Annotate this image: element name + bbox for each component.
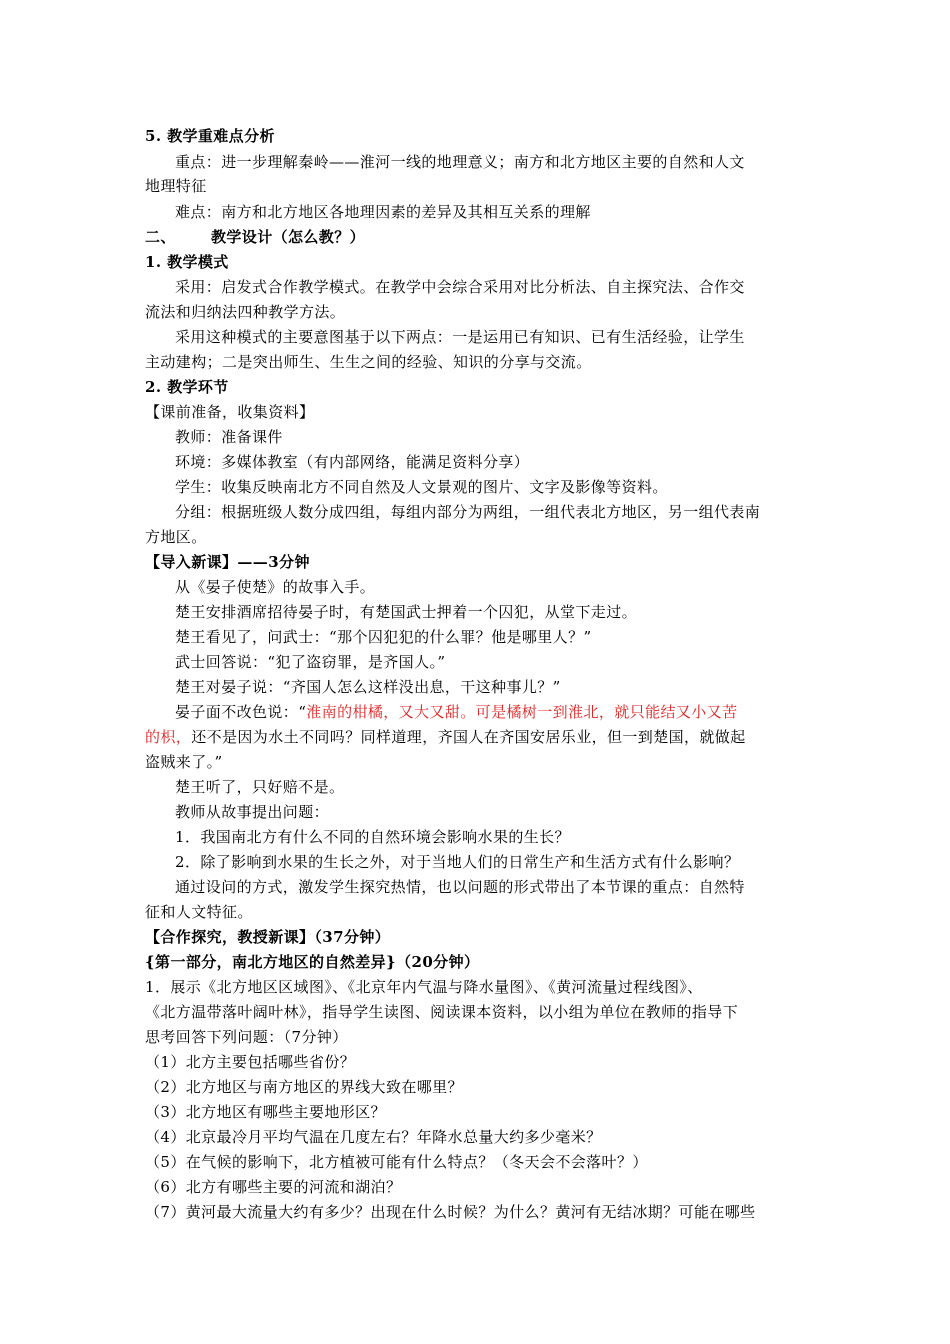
prep-header: 【课前准备，收集资料】 bbox=[145, 403, 315, 421]
part-1-header: {第一部分，南北方地区的自然差异}（20分钟） bbox=[145, 953, 480, 971]
question-item-2: （2）北方地区与南方地区的界线大致在哪里？ bbox=[145, 1078, 463, 1096]
intro-line-6 bbox=[175, 702, 737, 722]
key-points-line-1: 重点：进一步理解秦岭——淮河一线的地理意义；南方和北方地区主要的自然和人文 bbox=[175, 153, 745, 171]
intro-line-3: 楚王看见了，问武士：“那个囚犯犯的什么罪？他是哪里人？” bbox=[175, 628, 592, 646]
question-item-6: （6）北方有哪些主要的河流和湖泊？ bbox=[145, 1178, 402, 1196]
question-item-1: （1）北方主要包括哪些省份？ bbox=[145, 1053, 356, 1071]
intro-question-2: 2．除了影响到水果的生长之外，对于当地人们的日常生产和生活方式有什么影响？ bbox=[175, 853, 740, 871]
question-item-7: （7）黄河最大流量大约有多少？出现在什么时候？为什么？黄河有无结冰期？可能在哪些 bbox=[145, 1203, 756, 1221]
question-item-5: （5）在气候的影响下，北方植被可能有什么特点？（冬天会不会落叶？） bbox=[145, 1153, 648, 1171]
prep-environment: 环境：多媒体教室（有内部网络，能满足资料分享） bbox=[175, 453, 530, 471]
coop-header: 【合作探究，教授新课】（37分钟） bbox=[145, 928, 391, 946]
intro-line-6-prefix: 晏子面不改色说：“ bbox=[175, 703, 307, 721]
part-2-number: 二、 bbox=[145, 228, 176, 246]
prep-grouping-line-2: 方地区。 bbox=[145, 528, 207, 546]
intro-line-1: 从《晏子使楚》的故事入手。 bbox=[175, 578, 376, 596]
intro-line-10: 教师从故事提出问题： bbox=[175, 803, 330, 821]
difficulty-line: 难点：南方和北方地区各地理因素的差异及其相互关系的理解 bbox=[175, 203, 591, 221]
show-line-1: 1．展示《北方地区区域图》、《北京年内气温与降水量图》、《黄河流量过程线图》、 bbox=[145, 978, 703, 996]
mode-paragraph-1-line-1: 采用：启发式合作教学模式。在教学中会综合采用对比分析法、自主探究法、合作交 bbox=[175, 278, 745, 296]
mode-paragraph-2-line-1: 采用这种模式的主要意图基于以下两点：一是运用已有知识、已有生活经验，让学生 bbox=[175, 328, 745, 346]
key-points-line-2: 地理特征 bbox=[145, 177, 207, 195]
teaching-mode-heading: 1. 教学模式 bbox=[145, 253, 229, 271]
intro-line-7 bbox=[145, 727, 746, 747]
intro-header: 【导入新课】——3分钟 bbox=[145, 553, 310, 571]
teaching-steps-heading: 2. 教学环节 bbox=[145, 378, 229, 396]
question-item-3: （3）北方地区有哪些主要地形区？ bbox=[145, 1103, 386, 1121]
part-2-heading: 教学设计（怎么教？） bbox=[211, 228, 366, 246]
question-item-4: （4）北京最冷月平均气温在几度左右？年降水总量大约多少毫米？ bbox=[145, 1128, 602, 1146]
mode-paragraph-1-line-2: 流法和归纳法四种教学方法。 bbox=[145, 303, 346, 321]
intro-question-1: 1．我国南北方有什么不同的自然环境会影响水果的生长？ bbox=[175, 828, 570, 846]
show-line-2: 《北方温带落叶阔叶林》，指导学生读图、阅读课本资料，以小组为单位在教师的指导下 bbox=[145, 1003, 739, 1021]
section-5-heading: 5. 教学重难点分析 bbox=[145, 127, 275, 145]
intro-line-11-2: 征和人文特征。 bbox=[145, 903, 253, 921]
intro-line-7-rest: 还不是因为水土不同吗？同样道理，齐国人在齐国安居乐业，但一到楚国，就做起 bbox=[191, 728, 746, 746]
mode-paragraph-2-line-2: 主动建构；二是突出师生、生生之间的经验、知识的分享与交流。 bbox=[145, 353, 592, 371]
prep-grouping-line-1: 分组：根据班级人数分成四组，每组内部分为两组，一组代表北方地区，另一组代表南 bbox=[175, 503, 761, 521]
intro-line-5: 楚王对晏子说：“齐国人怎么这样没出息，干这种事儿？” bbox=[175, 678, 561, 696]
intro-line-6-highlight: 淮南的柑橘，又大又甜。可是橘树一到淮北，就只能结又小又苦 bbox=[306, 703, 738, 721]
show-line-3: 思考回答下列问题：（7分钟） bbox=[145, 1028, 348, 1046]
intro-line-2: 楚王安排酒席招待晏子时，有楚国武士押着一个囚犯，从堂下走过。 bbox=[175, 603, 638, 621]
intro-line-9: 楚王听了，只好赔不是。 bbox=[175, 778, 345, 796]
intro-line-7-highlight: 的枳， bbox=[145, 728, 192, 746]
prep-teacher: 教师：准备课件 bbox=[175, 428, 283, 446]
intro-line-8: 盗贼来了。” bbox=[145, 753, 223, 771]
intro-line-11-1: 通过设问的方式，激发学生探究热情，也以问题的形式带出了本节课的重点：自然特 bbox=[175, 878, 745, 896]
intro-line-4: 武士回答说：“犯了盗窃罪，是齐国人。” bbox=[175, 653, 446, 671]
prep-student: 学生：收集反映南北方不同自然及人文景观的图片、文字及影像等资料。 bbox=[175, 478, 668, 496]
